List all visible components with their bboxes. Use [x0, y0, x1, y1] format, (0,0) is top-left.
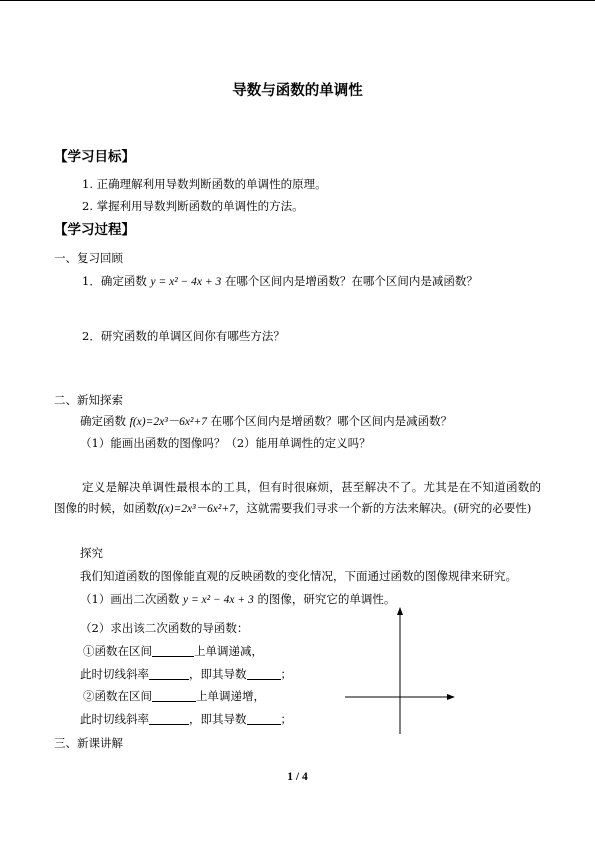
step-1 — [80, 591, 395, 607]
explore-heading: 二、新知探索 — [54, 393, 123, 407]
fill4-text-c: ； — [280, 712, 292, 726]
explore-line1-formula: f(x)=2x³－6x²+7 — [129, 416, 207, 428]
explore-line1-prefix: 确定函数 — [80, 414, 126, 428]
review-question-1 — [82, 273, 478, 289]
fill-line-1 — [83, 643, 263, 659]
fill3-text-a: ②函数在区间 — [83, 689, 152, 703]
fill-line-2 — [80, 666, 292, 682]
fill-line-4 — [80, 711, 292, 727]
para-part-2: ，这就需要我们寻求一个新的方法来解决。(研究的必要性) — [234, 501, 532, 515]
review-q1-formula: y = x² − 4x + 3 — [150, 276, 222, 288]
blank-interval-increasing[interactable] — [152, 689, 196, 702]
explore-intro: 我们知道函数的图像能直观的反映函数的变化情况，下面通过函数的图像规律来研究。 — [80, 569, 517, 583]
fill4-text-b: ，即其导数 — [189, 712, 247, 726]
fill2-text-c: ； — [280, 667, 292, 681]
explore-line-2: （1）能画出函数的图像吗？（2）能用单调性的定义吗？ — [80, 436, 371, 450]
step1-suffix: 的图像，研究它的单调性。 — [257, 592, 396, 606]
definition-paragraph — [54, 477, 541, 520]
blank-derivative-1[interactable] — [247, 667, 281, 680]
goal-item-1: 1. 正确理解利用导数判断函数的单调性的原理。 — [82, 177, 327, 191]
goals-heading: 【学习目标】 — [54, 149, 135, 165]
review-q1-suffix: 在哪个区间内是增函数？在哪个区间内是减函数？ — [224, 274, 478, 288]
y-axis-arrow — [397, 607, 403, 615]
step1-formula: y = x² − 4x + 3 — [182, 594, 254, 606]
step1-prefix: （1）画出二次函数 — [80, 592, 180, 606]
fill-line-3 — [83, 688, 265, 704]
x-axis-arrow — [447, 694, 455, 700]
fill1-text-b: 上单调递减， — [194, 644, 263, 658]
explore-line1-suffix: 在哪个区间内是增函数？哪个区间内是减函数？ — [210, 414, 453, 428]
blank-slope-1[interactable] — [149, 667, 189, 680]
fill1-text-a: ①函数在区间 — [83, 644, 152, 658]
fill4-text-a: 此时切线斜率 — [80, 712, 149, 726]
new-lesson-heading: 三、新课讲解 — [54, 736, 123, 750]
process-heading: 【学习过程】 — [54, 222, 135, 238]
review-heading: 一、复习回顾 — [54, 251, 123, 265]
blank-slope-2[interactable] — [149, 712, 189, 725]
review-q1-prefix: 1．确定函数 — [82, 274, 147, 288]
fill3-text-b: 上单调递增， — [196, 689, 265, 703]
page-title: 导数与函数的单调性 — [232, 83, 363, 99]
explore-label: 探究 — [80, 546, 103, 560]
blank-derivative-2[interactable] — [247, 712, 281, 725]
coordinate-axes — [345, 607, 455, 734]
para-part-1: 定义是解决单调性最根本的工具，但有时很麻烦，甚至解决不了。尤其是在不知道函数的图像的时候，如函数 — [54, 480, 541, 515]
blank-interval-decreasing[interactable] — [152, 644, 194, 657]
step-2: （2）求出该二次函数的导函数： — [80, 621, 249, 635]
para-formula: f(x)=2x³－6x²+7 — [157, 503, 235, 515]
explore-line-1 — [80, 413, 452, 429]
goal-item-2: 2. 掌握利用导数判断函数的单调性的方法。 — [82, 199, 304, 213]
fill2-text-a: 此时切线斜率 — [80, 667, 149, 681]
fill2-text-b: ，即其导数 — [189, 667, 247, 681]
page-number: 1 / 4 — [287, 771, 308, 783]
review-question-2: 2．研究函数的单调区间你有哪些方法？ — [82, 329, 285, 343]
page-top-rule — [0, 0, 595, 1]
